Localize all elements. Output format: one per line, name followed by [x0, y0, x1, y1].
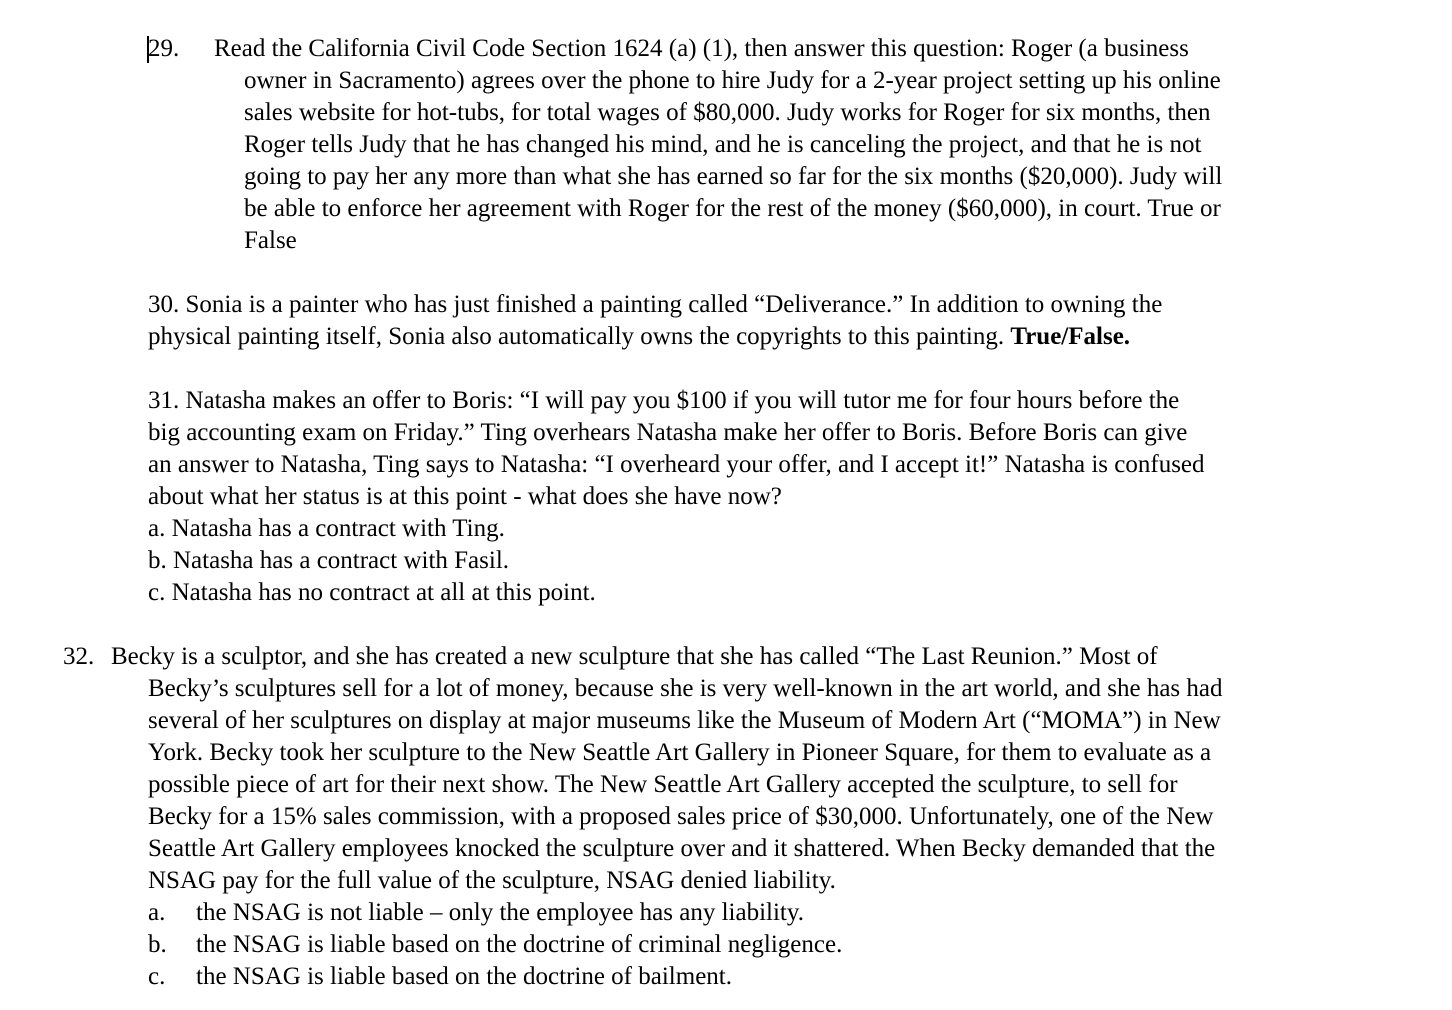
question-line: big accounting exam on Friday.” Ting overhears Natasha make her offer to Boris. Before Boris can give [148, 419, 1188, 446]
question-text [111, 641, 1313, 897]
answer-option-c [148, 961, 1313, 993]
question-29 [148, 33, 1308, 257]
answer-option-c: c. Natasha has no contract at all at this point. [148, 579, 596, 606]
question-31 [148, 385, 1308, 609]
question-line: owner in Sacramento) agrees over the phone to hire Judy for a 2-year project setting up his online [244, 67, 1221, 94]
option-letter: a. [148, 899, 166, 926]
option-text: the NSAG is not liable – only the employee has any liability. [196, 899, 804, 926]
question-line: Roger tells Judy that he has changed his mind, and he is canceling the project, and that he is not [244, 131, 1202, 158]
option-text: the NSAG is liable based on the doctrine of criminal negligence. [196, 931, 843, 958]
question-line: several of her sculptures on display at major museums like the Museum of Modern Art (“MOMA”) in New [148, 707, 1221, 734]
question-line: Becky is a sculptor, and she has created a new sculpture that she has called “The Last Reunion.” Most of [111, 643, 1158, 670]
question-line: 31. Natasha makes an offer to Boris: “I will pay you $100 if you will tutor me for four hours before the [148, 387, 1180, 414]
answer-option-a: a. Natasha has a contract with Ting. [148, 515, 505, 542]
answer-option-a [148, 897, 1313, 929]
question-line: possible piece of art for their next show. The New Seattle Art Gallery accepted the sculpture, to sell for [148, 771, 1178, 798]
question-line: be able to enforce her agreement with Roger for the rest of the money ($60,000), in court. True or [244, 195, 1221, 222]
question-line: about what her status is at this point - what does she have now? [148, 483, 782, 510]
question-30 [148, 289, 1308, 353]
question-line: Becky’s sculptures sell for a lot of money, because she is very well-known in the art world, and she has had [148, 675, 1223, 702]
question-line: an answer to Natasha, Ting says to Natasha: “I overheard your offer, and I accept it!” Natasha is confused [148, 451, 1205, 478]
answer-options [148, 897, 1313, 993]
question-line: Read the California Civil Code Section 1624 (a) (1), then answer this question: Roger (a business [214, 35, 1189, 62]
option-letter: b. [148, 931, 167, 958]
question-line: Becky for a 15% sales commission, with a proposed sales price of $30,000. Unfortunately, one of the New [148, 803, 1214, 830]
question-text [214, 33, 1308, 257]
question-number: 29. [148, 35, 180, 62]
question-line: Seattle Art Gallery employees knocked the sculpture over and it shattered. When Becky demanded that the [148, 835, 1216, 862]
option-letter: c. [148, 963, 166, 990]
true-false-label: True/False. [1010, 323, 1131, 350]
question-line: sales website for hot-tubs, for total wages of $80,000. Judy works for Roger for six months, then [244, 99, 1211, 126]
answer-option-b: b. Natasha has a contract with Fasil. [148, 547, 510, 574]
question-line: NSAG pay for the full value of the sculpture, NSAG denied liability. [148, 867, 836, 894]
question-32 [63, 641, 1313, 993]
question-line [148, 321, 1308, 353]
question-line: False [244, 227, 297, 254]
question-line: York. Becky took her sculpture to the New Seattle Art Gallery in Pioneer Square, for them to evaluate as a [148, 739, 1212, 766]
question-line: 30. Sonia is a painter who has just finished a painting called “Deliverance.” In addition to owning the [148, 291, 1163, 318]
answer-option-b [148, 929, 1313, 961]
question-number: 32. [63, 643, 95, 670]
question-line: going to pay her any more than what she has earned so far for the six months ($20,000). Judy will [244, 163, 1223, 190]
question-line-text: physical painting itself, Sonia also automatically owns the copyrights to this painting. [148, 323, 1011, 350]
option-text: the NSAG is liable based on the doctrine of bailment. [196, 963, 732, 990]
